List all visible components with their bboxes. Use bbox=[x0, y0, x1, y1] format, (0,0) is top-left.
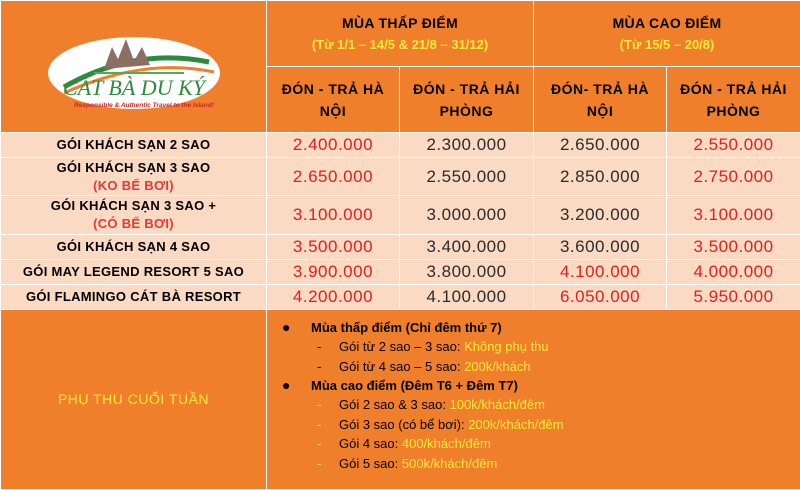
price-cell: 2.650.000 bbox=[267, 158, 400, 196]
subheader-line: ĐÓN - TRẢ HÀ bbox=[282, 81, 384, 97]
price-cell: 4.000.000 bbox=[667, 260, 800, 285]
surcharge-list bbox=[267, 310, 800, 473]
price-cell: 3.900.000 bbox=[267, 260, 400, 285]
low-season-name: MÙA THẤP ĐIỂM bbox=[267, 15, 533, 31]
price-cell: 3.100.000 bbox=[667, 196, 800, 235]
subheader-line: ĐÓN- TRẢ HÀ bbox=[551, 81, 649, 97]
high-season-dates: (Từ 15/5 – 20/8) bbox=[534, 37, 800, 52]
dash-icon: - bbox=[317, 415, 321, 435]
logo-brand-text: CÁT BÀ DU KÝ bbox=[62, 75, 207, 100]
surcharge-item-value: 200k/khách bbox=[464, 359, 531, 374]
table-row bbox=[1, 158, 800, 196]
price-cell: 4.200.000 bbox=[267, 285, 400, 310]
surcharge-item-text: Gói 5 sao: bbox=[339, 456, 402, 471]
surcharge-group-title: Mùa thấp điểm (Chỉ đêm thứ 7) bbox=[311, 320, 502, 335]
subheader-line: ĐÓN - TRẢ HẢI bbox=[680, 81, 787, 97]
price-cell: 3.600.000 bbox=[534, 235, 667, 260]
package-name bbox=[1, 196, 267, 235]
price-cell: 2.850.000 bbox=[534, 158, 667, 196]
surcharge-label: PHỤ THU CUỐI TUẦN bbox=[58, 391, 209, 407]
surcharge-item-value: Không phụ thu bbox=[464, 339, 549, 354]
package-name bbox=[1, 285, 267, 310]
table-row bbox=[1, 196, 800, 235]
subheader-line: PHÒNG bbox=[440, 103, 494, 119]
subheader-low-hanoi bbox=[267, 67, 400, 133]
bullet-icon: ● bbox=[282, 376, 290, 395]
subheader-high-hanoi bbox=[534, 67, 667, 133]
price-cell: 3.100.000 bbox=[267, 196, 400, 235]
high-season-name: MÙA CAO ĐIỂM bbox=[534, 15, 800, 31]
dash-icon: - bbox=[317, 434, 321, 454]
surcharge-item-value: 400/khách/đêm bbox=[402, 436, 491, 451]
logo-cell bbox=[1, 1, 267, 133]
surcharge-row bbox=[1, 310, 800, 490]
surcharge-group-high bbox=[267, 376, 800, 395]
surcharge-item-text: Gói 4 sao: bbox=[339, 436, 402, 451]
package-note: (KO BỂ BƠI) bbox=[93, 178, 174, 193]
package-note: (CÓ BỂ BƠI) bbox=[93, 216, 174, 231]
price-cell: 3.500.000 bbox=[667, 235, 800, 260]
price-cell: 2.400.000 bbox=[267, 133, 400, 158]
surcharge-item-value: 100k/khách/đêm bbox=[450, 397, 545, 412]
package-name bbox=[1, 235, 267, 260]
price-cell: 2.300.000 bbox=[400, 133, 534, 158]
surcharge-item-text: Gói 2 sao & 3 sao: bbox=[339, 397, 450, 412]
table-row bbox=[1, 235, 800, 260]
subheader-low-haiphong bbox=[400, 67, 534, 133]
table-row bbox=[1, 133, 800, 158]
package-name-text: GÓI KHÁCH SẠN 3 SAO bbox=[57, 160, 211, 175]
list-item bbox=[267, 454, 800, 474]
dash-icon: - bbox=[317, 454, 321, 474]
low-season-dates: (Từ 1/1 – 14/5 & 21/8 – 31/12) bbox=[267, 37, 533, 52]
surcharge-item-text: Gói từ 4 sao – 5 sao: bbox=[339, 359, 464, 374]
dash-icon: - bbox=[317, 357, 321, 377]
list-item bbox=[267, 357, 800, 377]
surcharge-group-title: Mùa cao điểm (Đêm T6 + Đêm T7) bbox=[311, 378, 518, 393]
table-row bbox=[1, 285, 800, 310]
list-item bbox=[267, 434, 800, 454]
package-name-text: GÓI FLAMINGO CÁT BÀ RESORT bbox=[26, 289, 241, 304]
package-name-text: GÓI KHÁCH SẠN 2 SAO bbox=[57, 137, 211, 152]
surcharge-item-value: 500k/khách/đêm bbox=[402, 456, 497, 471]
price-cell: 2.550.000 bbox=[400, 158, 534, 196]
package-name bbox=[1, 260, 267, 285]
price-cell: 2.650.000 bbox=[534, 133, 667, 158]
surcharge-item-text: Gói 3 sao (có bể bơi): bbox=[339, 417, 468, 432]
bullet-icon: ● bbox=[282, 318, 290, 337]
price-cell: 4.100.000 bbox=[400, 285, 534, 310]
price-cell: 3.800.000 bbox=[400, 260, 534, 285]
surcharge-label-cell bbox=[1, 310, 267, 490]
surcharge-notes bbox=[267, 310, 800, 490]
price-cell: 3.000.000 bbox=[400, 196, 534, 235]
package-name bbox=[1, 133, 267, 158]
package-name-text: GÓI KHÁCH SẠN 3 SAO + bbox=[51, 198, 217, 213]
list-item bbox=[267, 395, 800, 415]
list-item bbox=[267, 415, 800, 435]
price-cell: 6.050.000 bbox=[534, 285, 667, 310]
price-cell: 3.500.000 bbox=[267, 235, 400, 260]
dash-icon: - bbox=[317, 395, 321, 415]
surcharge-item-value: 200k/khách/đêm bbox=[468, 417, 563, 432]
low-season-header bbox=[267, 1, 534, 67]
price-cell: 3.200.000 bbox=[534, 196, 667, 235]
price-cell: 4.100.000 bbox=[534, 260, 667, 285]
price-cell: 2.550.000 bbox=[667, 133, 800, 158]
package-name-text: GÓI KHÁCH SẠN 4 SAO bbox=[57, 239, 211, 254]
price-cell: 5.950.000 bbox=[667, 285, 800, 310]
logo-tagline-text: Responsible & Authentic Travel to the Island! bbox=[74, 102, 215, 109]
table-row bbox=[1, 260, 800, 285]
cat-ba-du-ky-logo bbox=[34, 17, 234, 117]
surcharge-item-text: Gói từ 2 sao – 3 sao: bbox=[339, 339, 464, 354]
subheader-line: PHÒNG bbox=[707, 103, 761, 119]
logo-graphic bbox=[34, 17, 234, 117]
package-name-text: GÓI MAY LEGEND RESORT 5 SAO bbox=[23, 264, 244, 279]
subheader-line: NỘI bbox=[320, 103, 346, 119]
list-item bbox=[267, 337, 800, 357]
subheader-line: NỘI bbox=[587, 103, 613, 119]
price-cell: 2.750.000 bbox=[667, 158, 800, 196]
subheader-line: ĐÓN - TRẢ HẢI bbox=[413, 81, 520, 97]
dash-icon: - bbox=[317, 337, 321, 357]
surcharge-group-low bbox=[267, 318, 800, 337]
high-season-header bbox=[534, 1, 800, 67]
package-name bbox=[1, 158, 267, 196]
price-cell: 3.400.000 bbox=[400, 235, 534, 260]
subheader-high-haiphong bbox=[667, 67, 800, 133]
